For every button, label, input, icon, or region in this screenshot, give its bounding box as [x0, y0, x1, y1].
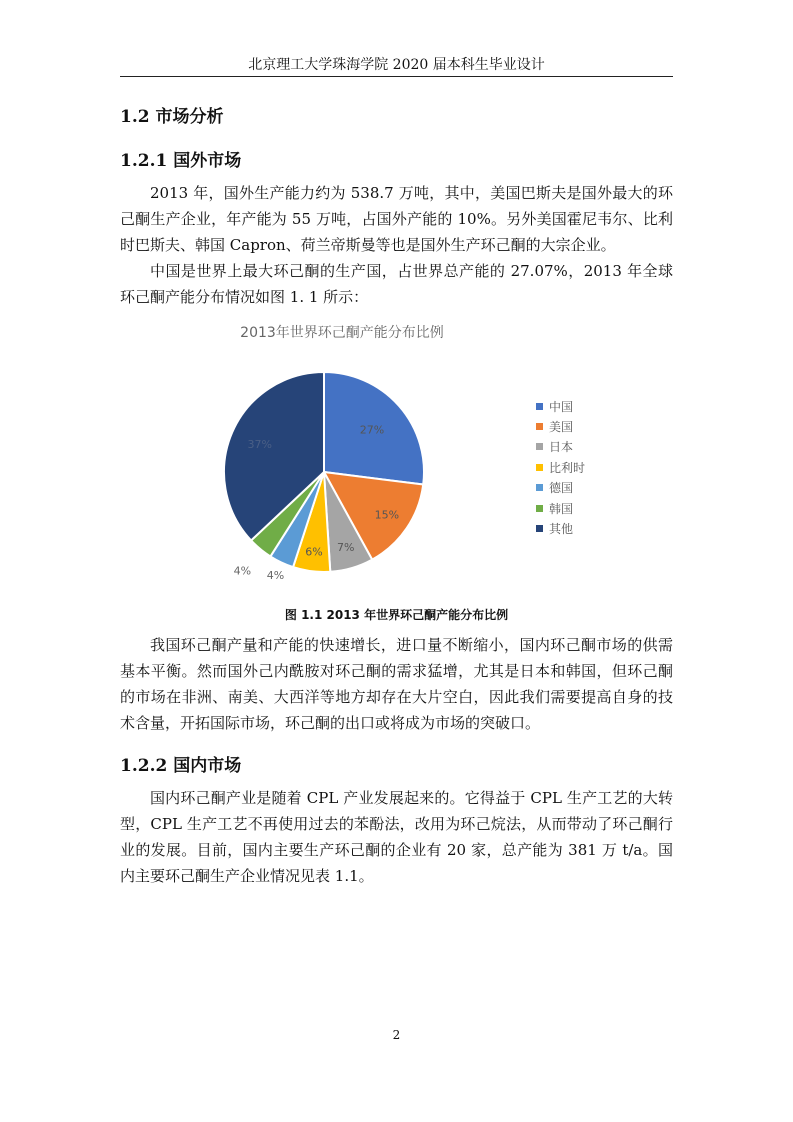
legend-item-5 [536, 498, 585, 518]
legend-label: 其他 [549, 522, 574, 537]
paragraph-foreign-2: 中国是世界上最大环己酮的生产国，占世界总产能的 27.07%，2013 年全球环己酮产能分布情况如图 1. 1 所示： [120, 262, 673, 306]
pie-label-0: 27% [359, 423, 385, 437]
chart-legend [536, 396, 585, 539]
paragraph-foreign-3: 我国环己酮产量和产能的快速增长，进口量不断缩小，国内环己酮市场的供需基本平衡。然而国外己内酰胺对环己酮的需求猛增，尤其是日本和韩国，但环己酮的市场在非洲、南美、大西洋等地方却存在大片空白，因此我们需要提高自身的技术含量，开拓国际市场，环己酮的出口或将成为市场的突破口。 [120, 636, 673, 732]
pie-label-5: 4% [233, 564, 252, 578]
paragraph-domestic: 国内环己酮产业是随着 CPL 产业发展起来的。它得益于 CPL 生产工艺的大转型，CPL 生产工艺不再使用过去的苯酚法，改用为环己烷法，从而带动了环己酮行业的发展。目前，国内主要生产环己酮的企业有 20 家，总产能为 381 万 t/a。国内主要环己酮生产企业情况见表 1.1。 [120, 789, 673, 885]
pie-chart [120, 360, 540, 595]
legend-label: 日本 [549, 440, 574, 455]
legend-item-4 [536, 478, 585, 498]
legend-item-1 [536, 416, 585, 436]
section-title-1-2-2: 1.2.2 国内市场 [120, 756, 242, 776]
legend-item-2 [536, 437, 585, 457]
section-title-1-2: 1.2 市场分析 [120, 107, 224, 127]
legend-swatch [536, 464, 543, 471]
legend-swatch [536, 525, 543, 532]
legend-item-3 [536, 457, 585, 477]
legend-swatch [536, 423, 543, 430]
legend-swatch [536, 505, 543, 512]
legend-swatch [536, 443, 543, 450]
legend-label: 韩国 [549, 501, 574, 516]
header-rule [120, 76, 673, 77]
legend-label: 中国 [549, 399, 574, 414]
pie-label-4: 4% [266, 569, 285, 583]
legend-label: 德国 [549, 481, 574, 496]
section-title-1-2-1: 1.2.1 国外市场 [120, 151, 242, 171]
figure-caption: 图 1.1 2013 年世界环己酮产能分布比例 [284, 608, 509, 622]
chart-title: 2013年世界环己酮产能分布比例 [240, 325, 444, 341]
legend-label: 美国 [549, 420, 574, 435]
legend-swatch [536, 484, 543, 491]
pie-label-2: 7% [337, 540, 355, 554]
pie-label-1: 15% [374, 508, 400, 522]
legend-item-6 [536, 518, 585, 538]
pie-label-6: 37% [247, 438, 272, 452]
page-number: 2 [392, 1028, 401, 1042]
legend-item-0 [536, 396, 585, 416]
legend-label: 比利时 [549, 460, 586, 475]
pie-label-3: 6% [305, 545, 323, 559]
paragraph-foreign-1: 2013 年，国外生产能力约为 538.7 万吨，其中，美国巴斯夫是国外最大的环己酮生产企业，年产能为 55 万吨，占国外产能的 10%。另外美国霍尼韦尔、比利时巴斯夫、韩国 Capron、荷兰帝斯曼等也是国外生产环己酮的大宗企业。 [120, 184, 673, 254]
legend-swatch [536, 403, 543, 410]
page-header: 北京理工大学珠海学院 2020 届本科生毕业设计 [248, 57, 545, 73]
